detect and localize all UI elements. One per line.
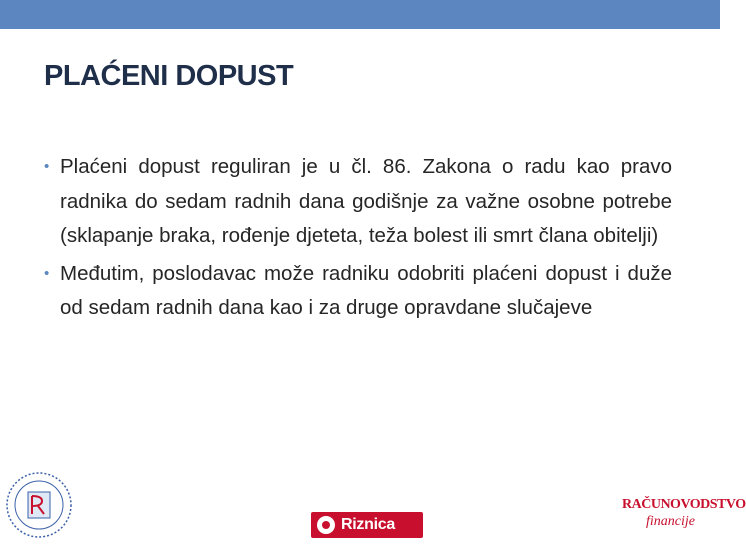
slide-title: PLAĆENI DOPUST — [44, 60, 294, 92]
riznica-emblem-icon — [317, 516, 335, 534]
logo-word-financije: financije — [646, 514, 695, 529]
bullet-item — [44, 150, 672, 254]
bullet-dot-icon: • — [44, 158, 50, 175]
institution-seal-logo — [4, 470, 74, 540]
logo-word-racunovodstvo: RAČUNOVODSTVO — [622, 497, 746, 512]
riznica-brand-text: Riznica — [341, 516, 395, 533]
racunovodstvo-logo — [622, 496, 746, 540]
bullet-text: Međutim, poslodavac može radniku odobriti plaćeni dopust i duže od sedam radnih dana kao i za druge opravdane slučajeve — [60, 261, 672, 319]
bullet-item — [44, 257, 672, 326]
riznica-logo — [311, 512, 423, 538]
bullet-dot-icon: • — [44, 264, 50, 282]
bullet-text: Plaćeni dopust reguliran je u čl. 86. Zakona o radu kao pravo radnika do sedam radnih dana godišnje za važne osobne potrebe (sklapanje braka, rođenje djeteta, teža bolest ili smrt člana obitelji) — [60, 155, 672, 247]
top-accent-bar — [0, 0, 720, 29]
seal-icon — [4, 470, 74, 540]
bullet-list — [44, 150, 672, 329]
